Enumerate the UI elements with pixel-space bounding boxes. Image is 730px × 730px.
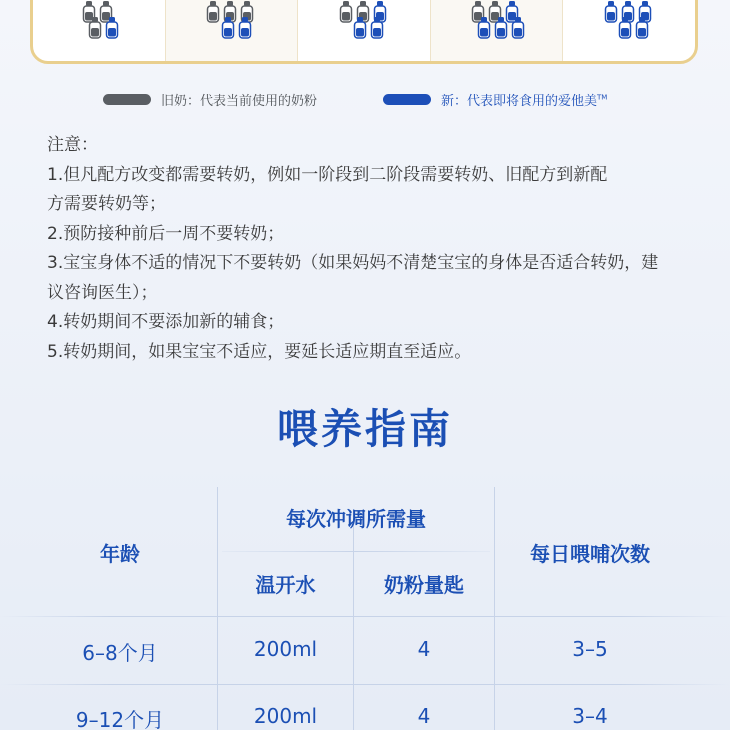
table-divider — [353, 525, 354, 730]
feeding-guide-table — [0, 487, 730, 730]
new-milk-bottle-icon — [618, 17, 632, 43]
transition-step-5 — [563, 0, 695, 61]
transition-step-1 — [33, 0, 166, 61]
legend — [0, 89, 730, 109]
trademark-mark: TM — [597, 93, 608, 102]
new-milk-bottle-icon — [635, 17, 649, 43]
cell-daily: 3–5 — [572, 637, 608, 661]
old-milk-bottle-icon — [339, 1, 353, 27]
table-divider — [494, 487, 495, 730]
transition-step-4 — [431, 0, 564, 61]
new-milk-bottle-icon — [370, 17, 384, 43]
old-milk-bottle-icon — [88, 17, 102, 43]
old-milk-bottle-icon — [206, 1, 220, 27]
cell-water: 200ml — [253, 704, 318, 728]
bottle-group — [298, 5, 430, 45]
cell-age: 6–8个月 — [82, 641, 158, 665]
transition-chart-card — [30, 0, 698, 64]
header-dose-group: 每次冲调所需量 — [286, 507, 426, 531]
header-age: 年龄 — [100, 542, 140, 566]
bottle-group — [33, 5, 165, 45]
transition-step-2 — [166, 0, 299, 61]
header-scoops: 奶粉量匙 — [384, 573, 464, 597]
note-line: 3.宝宝身体不适的情况下不要转奶（如果妈妈不清楚宝宝的身体是否适合转奶，建 — [47, 253, 659, 273]
legend-new-milk — [383, 89, 607, 109]
table-divider — [222, 551, 490, 552]
note-line: 方需要转奶等； — [47, 194, 166, 214]
note-line: 2.预防接种前后一周不要转奶； — [47, 223, 285, 244]
legend-old-label: 旧奶：代表当前使用的奶粉 — [161, 93, 318, 109]
new-milk-bottle-icon — [221, 17, 235, 43]
note-line: 1.但凡配方改变都需要转奶，例如一阶段到二阶段需要转奶、旧配方到新配 — [47, 164, 608, 185]
new-milk-bottle-icon — [604, 1, 618, 27]
old-milk-swatch — [103, 94, 151, 105]
new-milk-bottle-icon — [511, 17, 525, 43]
new-milk-bottle-icon — [238, 17, 252, 43]
note-line: 5.转奶期间，如果宝宝不适应，要延长适应期直至适应。 — [47, 341, 472, 362]
notes-section — [47, 131, 697, 367]
bottle-group — [166, 5, 298, 45]
legend-old-milk — [103, 89, 317, 109]
cell-age: 9–12个月 — [75, 708, 165, 730]
feeding-guide-title: 喂养指南 — [277, 405, 453, 453]
new-milk-bottle-icon — [353, 17, 367, 43]
cell-daily: 3–4 — [572, 704, 608, 728]
header-water: 温开水 — [255, 573, 316, 597]
legend-new-label — [441, 90, 607, 109]
table-divider — [0, 616, 730, 617]
new-milk-bottle-icon — [494, 17, 508, 43]
new-milk-swatch — [383, 94, 431, 105]
new-milk-bottle-icon — [105, 17, 119, 43]
cell-scoops: 4 — [417, 637, 431, 661]
cell-scoops: 4 — [417, 704, 431, 728]
note-line: 4.转奶期间不要添加新的辅食； — [47, 312, 285, 332]
transition-step-3 — [298, 0, 431, 61]
legend-new-text: 新：代表即将食用的爱他美 — [441, 93, 598, 109]
table-divider — [0, 684, 730, 685]
note-line: 议咨询医生）； — [47, 282, 158, 303]
bottle-group — [563, 5, 695, 45]
new-milk-bottle-icon — [477, 17, 491, 43]
bottle-group — [431, 5, 563, 45]
notes-heading: 注意： — [47, 135, 98, 155]
header-daily-feedings: 每日喂哺次数 — [530, 542, 650, 566]
cell-water: 200ml — [253, 637, 318, 661]
